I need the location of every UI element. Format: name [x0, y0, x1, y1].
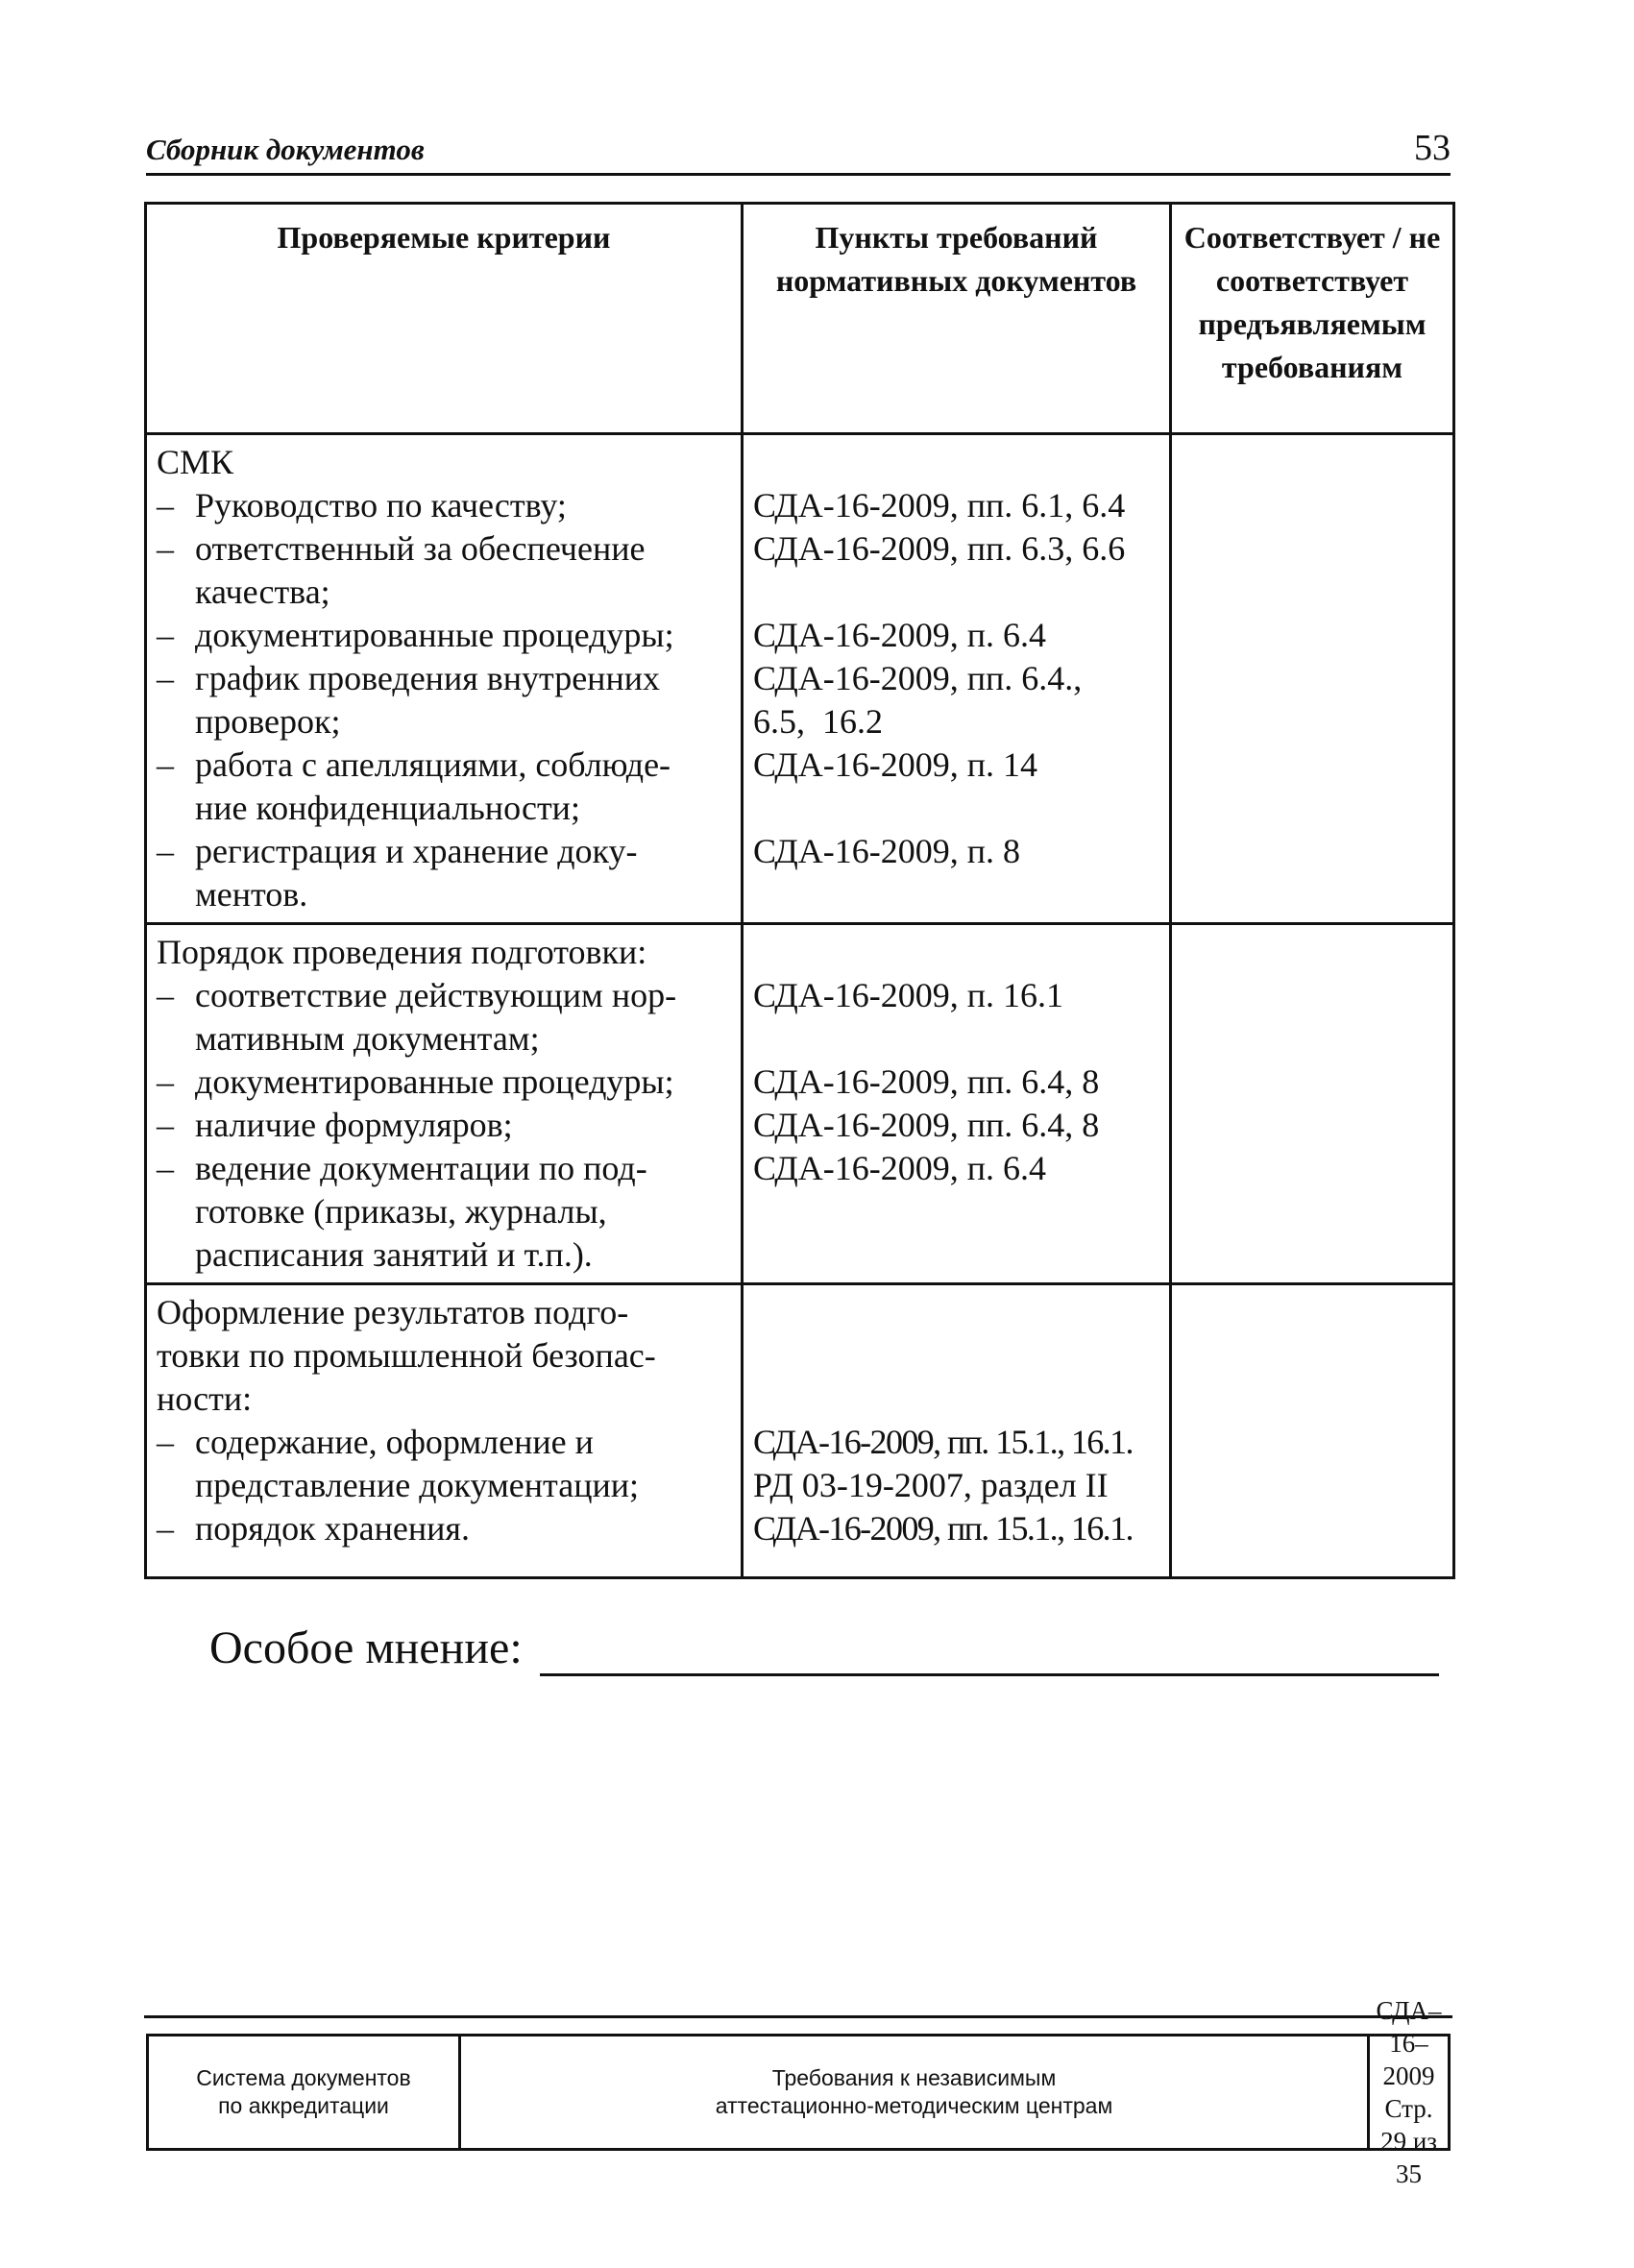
requirements-cell [743, 924, 1171, 1284]
collection-title: Сборник документов [146, 133, 425, 166]
requirement-reference: СДА-16-2009, п. 16.1 [753, 976, 1064, 1014]
spacer [753, 1291, 1161, 1334]
criteria-cell [146, 434, 743, 924]
footer-rule [144, 2015, 1452, 2018]
requirement-reference: СДА-16-2009, пп. 6.4., [753, 659, 1083, 697]
table-row-training [146, 924, 1454, 1284]
running-header [146, 123, 1451, 176]
special-opinion-blank-line[interactable] [540, 1673, 1439, 1676]
criterion-item [157, 484, 733, 527]
criterion-line: документированные процедуры; [195, 1062, 674, 1101]
dash-marker: – [157, 616, 174, 654]
criterion-line: качества; [195, 573, 330, 611]
criterion-line: работа с апелляциями, соблюде- [195, 745, 671, 784]
special-opinion-label: Особое мнение: [209, 1622, 523, 1673]
criteria-cell [146, 1284, 743, 1578]
spacer [753, 1017, 1161, 1061]
section-title: СМК [157, 443, 234, 481]
criterion-line: ведение документации по под- [195, 1149, 647, 1187]
criterion-item [157, 1507, 733, 1550]
criterion-line: график проведения внутренних [195, 659, 660, 697]
requirement-reference: СДА-16-2009, пп. 6.4, 8 [753, 1062, 1100, 1101]
compliance-cell [1171, 1284, 1454, 1578]
spacer [753, 1233, 1161, 1277]
dash-marker: – [157, 976, 174, 1014]
criterion-line: ответственный за обеспечение [195, 529, 646, 568]
criterion-item [157, 974, 733, 1061]
compliance-cell [1171, 924, 1454, 1284]
criterion-line: содержание, оформление и [195, 1423, 594, 1461]
compliance-cell [1171, 434, 1454, 924]
dash-marker: – [157, 1509, 174, 1548]
criterion-item [157, 1464, 733, 1507]
requirements-cell [743, 434, 1171, 924]
requirement-reference: СДА-16-2009, п. 14 [753, 745, 1038, 784]
dash-marker: – [157, 832, 174, 870]
footer-system-name: Система документов по аккредитации [196, 2065, 411, 2118]
criterion-line: расписания занятий и т.п.). [195, 1235, 593, 1274]
criterion-item [157, 614, 733, 657]
column-header-compliance: Соответствует / не соответствует предъявляемым требованиям [1171, 204, 1454, 434]
section-title: ности: [157, 1379, 253, 1418]
column-header-requirements: Пункты требований нормативных документов [743, 204, 1171, 434]
requirement-reference: СДА-16-2009, пп. 6.1, 6.4 [753, 486, 1126, 524]
requirement-reference: СДА-16-2009, пп. 15.1., 16.1. [753, 1509, 1133, 1548]
criterion-item [157, 527, 733, 614]
requirement-reference: СДА-16-2009, пп. 6.4, 8 [753, 1106, 1100, 1144]
special-opinion [209, 1622, 1439, 1679]
criterion-item [157, 657, 733, 744]
dash-marker: – [157, 1149, 174, 1187]
criterion-item [157, 1147, 733, 1277]
requirement-reference: СДА-16-2009, п. 6.4 [753, 1149, 1047, 1187]
spacer [753, 1334, 1161, 1378]
dash-marker: – [157, 486, 174, 524]
requirement-reference: СДА-16-2009, пп. 15.1., 16.1. [753, 1423, 1133, 1461]
table-row-smk [146, 434, 1454, 924]
criterion-item [157, 1061, 733, 1104]
page-number: 53 [1414, 128, 1451, 168]
dash-marker: – [157, 1106, 174, 1144]
criterion-line: порядок хранения. [195, 1509, 470, 1548]
criterion-line: ментов. [195, 875, 308, 914]
dash-marker: – [157, 1062, 174, 1101]
requirement-reference: СДА-16-2009, пп. 6.3, 6.6 [753, 529, 1126, 568]
criterion-line: ние конфиденциальности; [195, 789, 580, 827]
table-row-results [146, 1284, 1454, 1578]
criteria-table [144, 202, 1455, 1579]
section-title: Оформление результатов подго- [157, 1293, 629, 1331]
section-title: Порядок проведения подготовки: [157, 933, 647, 971]
criterion-line: документированные процедуры; [195, 616, 674, 654]
dash-marker: – [157, 1423, 174, 1461]
spacer [753, 1190, 1161, 1233]
spacer [753, 571, 1161, 614]
dash-marker: – [157, 529, 174, 568]
dash-marker: – [157, 745, 174, 784]
footer-document-title: Требования к независимым аттестационно-методическим центрам [715, 2065, 1113, 2118]
spacer [753, 441, 1161, 484]
column-header-criteria: Проверяемые критерии [146, 204, 743, 434]
criterion-line: мативным документам; [195, 1019, 540, 1058]
spacer [753, 787, 1161, 830]
table-header-row [146, 204, 1454, 434]
criteria-cell [146, 924, 743, 1284]
requirement-reference: 6.5, 16.2 [753, 702, 883, 741]
document-footer [146, 1996, 1451, 2188]
criterion-line: Руководство по качеству; [195, 486, 567, 524]
criterion-item [157, 1421, 733, 1464]
spacer [753, 931, 1161, 974]
requirement-reference: СДА-16-2009, п. 8 [753, 832, 1021, 870]
criterion-line: представление документации; [195, 1466, 639, 1504]
criterion-item [157, 744, 733, 830]
criterion-item [157, 1104, 733, 1147]
requirements-cell [743, 1284, 1171, 1578]
criterion-line: соответствие действующим нор- [195, 976, 677, 1014]
criterion-line: готовке (приказы, журналы, [195, 1192, 607, 1231]
criterion-line: проверок; [195, 702, 341, 741]
footer-document-code: СДА–16–2009 Стр. 29 из 35 [1376, 1996, 1442, 2188]
criterion-line: наличие формуляров; [195, 1106, 513, 1144]
requirement-reference: РД 03-19-2007, раздел II [753, 1466, 1109, 1504]
dash-marker: – [157, 659, 174, 697]
requirement-reference: СДА-16-2009, п. 6.4 [753, 616, 1047, 654]
spacer [753, 1378, 1161, 1421]
criterion-item [157, 830, 733, 916]
criterion-line: регистрация и хранение доку- [195, 832, 638, 870]
section-title: товки по промышленной безопас- [157, 1336, 656, 1375]
spacer [753, 873, 1161, 916]
